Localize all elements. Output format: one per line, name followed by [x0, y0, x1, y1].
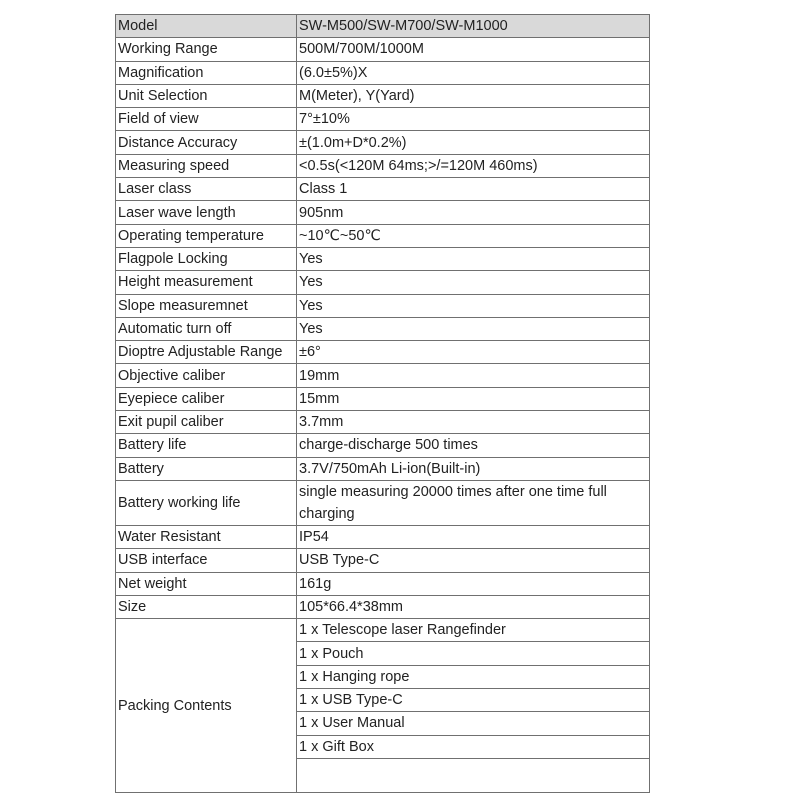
- spec-label: Height measurement: [116, 271, 297, 294]
- spec-value: Yes: [297, 317, 650, 340]
- spec-label: Laser wave length: [116, 201, 297, 224]
- table-row: [116, 131, 650, 154]
- spec-label: Distance Accuracy: [116, 131, 297, 154]
- spec-label: Battery: [116, 457, 297, 480]
- spec-label: Field of view: [116, 108, 297, 131]
- table-row: [116, 364, 650, 387]
- packing-item: 1 x Pouch: [297, 642, 650, 665]
- packing-item: 1 x Hanging rope: [297, 665, 650, 688]
- table-row: [116, 525, 650, 548]
- spec-table: [115, 14, 650, 793]
- spec-label: Flagpole Locking: [116, 247, 297, 270]
- spec-label: USB interface: [116, 549, 297, 572]
- header-label-cell: Model: [116, 15, 297, 38]
- spec-label: Exit pupil caliber: [116, 411, 297, 434]
- table-row: [116, 61, 650, 84]
- table-row: [116, 178, 650, 201]
- spec-label: Slope measuremnet: [116, 294, 297, 317]
- spec-value: Yes: [297, 294, 650, 317]
- spec-value: (6.0±5%)X: [297, 61, 650, 84]
- table-row: [116, 341, 650, 364]
- table-header-row: [116, 15, 650, 38]
- spec-label: Dioptre Adjustable Range: [116, 341, 297, 364]
- spec-value: 3.7mm: [297, 411, 650, 434]
- spec-label: Measuring speed: [116, 154, 297, 177]
- spec-value: 3.7V/750mAh Li-ion(Built-in): [297, 457, 650, 480]
- spec-value: charge-discharge 500 times: [297, 434, 650, 457]
- table-row: [116, 387, 650, 410]
- spec-label: Net weight: [116, 572, 297, 595]
- packing-contents-label: Packing Contents: [116, 619, 297, 793]
- spec-value: 500M/700M/1000M: [297, 38, 650, 61]
- table-row: [116, 294, 650, 317]
- spec-label: Unit Selection: [116, 84, 297, 107]
- spec-label: Water Resistant: [116, 525, 297, 548]
- table-row: [116, 549, 650, 572]
- spec-value: Yes: [297, 247, 650, 270]
- spec-label: Size: [116, 595, 297, 618]
- table-row: [116, 434, 650, 457]
- spec-value: IP54: [297, 525, 650, 548]
- table-row: [116, 411, 650, 434]
- table-row: [116, 271, 650, 294]
- spec-label: Battery life: [116, 434, 297, 457]
- empty-cell: [297, 758, 650, 792]
- spec-value: 19mm: [297, 364, 650, 387]
- table-row: [116, 224, 650, 247]
- spec-label: Operating temperature: [116, 224, 297, 247]
- spec-label: Automatic turn off: [116, 317, 297, 340]
- table-row: [116, 595, 650, 618]
- table-row: [116, 572, 650, 595]
- spec-label: Laser class: [116, 178, 297, 201]
- spec-value: ±(1.0m+D*0.2%): [297, 131, 650, 154]
- table-row: [116, 154, 650, 177]
- spec-value: 905nm: [297, 201, 650, 224]
- packing-item: 1 x User Manual: [297, 712, 650, 735]
- spec-value: USB Type-C: [297, 549, 650, 572]
- table-row: [116, 317, 650, 340]
- spec-label: Working Range: [116, 38, 297, 61]
- spec-value: 161g: [297, 572, 650, 595]
- table-row: [116, 247, 650, 270]
- spec-value: 7°±10%: [297, 108, 650, 131]
- table-row: [116, 108, 650, 131]
- spec-value: single measuring 20000 times after one time full charging: [297, 480, 650, 525]
- spec-value: ±6°: [297, 341, 650, 364]
- table-row: [116, 84, 650, 107]
- spec-value: Yes: [297, 271, 650, 294]
- spec-value: ~10℃~50℃: [297, 224, 650, 247]
- table-row: [116, 38, 650, 61]
- spec-value: M(Meter), Y(Yard): [297, 84, 650, 107]
- spec-value: <0.5s(<120M 64ms;>/=120M 460ms): [297, 154, 650, 177]
- spec-value: 15mm: [297, 387, 650, 410]
- spec-label: Objective caliber: [116, 364, 297, 387]
- table-row: [116, 457, 650, 480]
- table-row: [116, 480, 650, 525]
- spec-label: Magnification: [116, 61, 297, 84]
- spec-value: Class 1: [297, 178, 650, 201]
- header-value-cell: SW-M500/SW-M700/SW-M1000: [297, 15, 650, 38]
- packing-item: 1 x Gift Box: [297, 735, 650, 758]
- table-row: [116, 201, 650, 224]
- packing-item: 1 x USB Type-C: [297, 689, 650, 712]
- packing-item: 1 x Telescope laser Rangefinder: [297, 619, 650, 642]
- spec-label: Battery working life: [116, 480, 297, 525]
- spec-label: Eyepiece caliber: [116, 387, 297, 410]
- packing-row: [116, 619, 650, 642]
- spec-value: 105*66.4*38mm: [297, 595, 650, 618]
